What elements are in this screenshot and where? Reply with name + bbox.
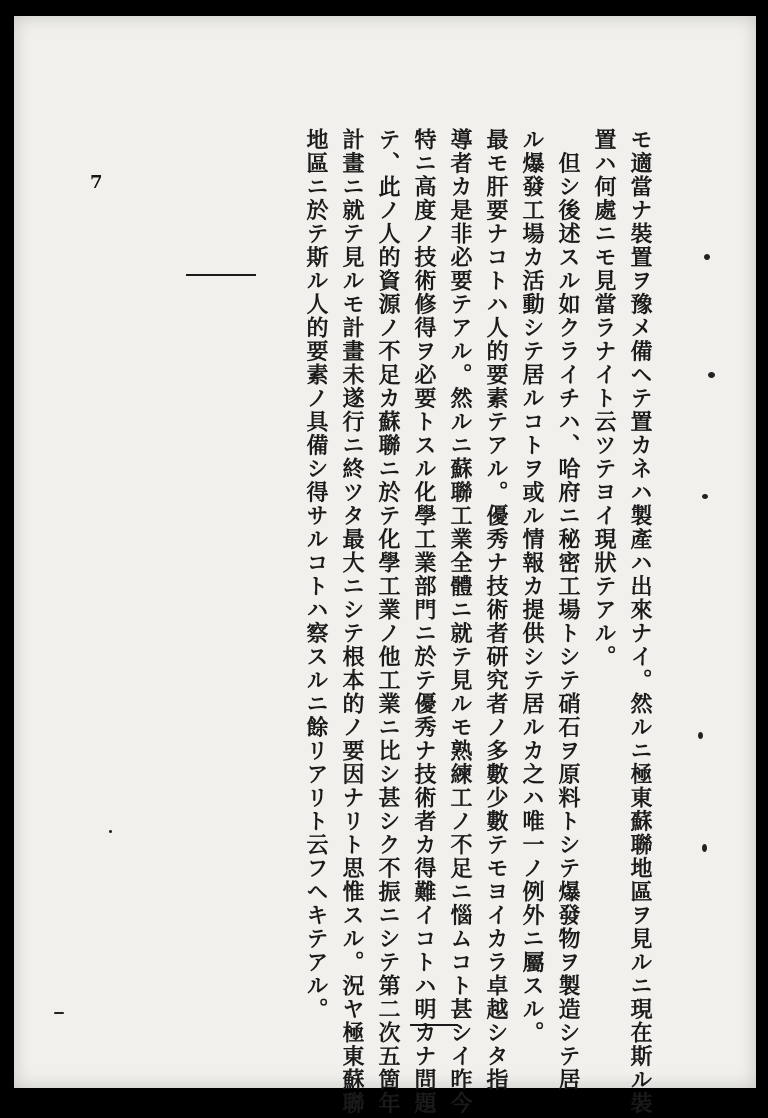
text-line: 特ニ高度ノ技術修得ヲ必要トスル化學工業部門ニ於テ優秀ナ技術者カ得難イコトハ明カナ問題 <box>411 128 437 1115</box>
body-text <box>298 128 658 1115</box>
ink-speck <box>54 1012 64 1014</box>
text-line: 但シ後述スル如クライチハ、哈府ニ秘密工場トシテ硝石ヲ原料トシテ爆發物ヲ製造シテ居 <box>555 128 581 1092</box>
ink-speck <box>109 830 112 833</box>
text-line: モ適當ナ裝置ヲ豫メ備ヘテ置カネハ製產ハ出來ナイ。然ルニ極東蘇聯地區ヲ見ルニ現在斯ル裝 <box>627 128 653 1115</box>
text-line: テ、此ノ人的資源ノ不足カ蘇聯ニ於テ化學工業ノ他工業ニ比シ甚シク不振ニシテ第二次五箇年 <box>375 128 401 1115</box>
text-line: ル爆發工場カ活動シテ居ルコトヲ或ル情報カ提供シテ居ルカ之ハ唯一ノ例外ニ屬スル。 <box>519 128 545 1045</box>
page-number: 7 <box>90 172 103 193</box>
header-rule <box>186 274 256 276</box>
text-line: 導者カ是非必要テアル。然ルニ蘇聯工業全體ニ就テ見ルモ熟練工ノ不足ニ惱ムコト甚シイ昨今 <box>447 128 473 1115</box>
ink-speck <box>702 844 707 852</box>
ink-speck <box>698 732 703 739</box>
ink-speck <box>702 494 708 499</box>
text-line: 最モ肝要ナコトハ人的要素テアル。優秀ナ技術者研究者ノ多數少數テモヨイカラ卓越シタ指 <box>483 128 509 1092</box>
text-line: 置ハ何處ニモ見當ラナイト云ツテヨイ現狀テアル。 <box>591 128 617 669</box>
ink-speck <box>704 254 710 260</box>
text-line: 計畫ニ就テ見ルモ計畫未遂行ニ終ツタ最大ニシテ根本的ノ要因ナリト思惟スル。況ヤ極東蘇聯 <box>339 128 365 1115</box>
text-line: 地區ニ於テ斯ル人的要素ノ具備シ得サルコトハ察スルニ餘リアリト云フヘキテアル。 <box>303 128 329 1021</box>
ink-speck <box>708 372 715 378</box>
